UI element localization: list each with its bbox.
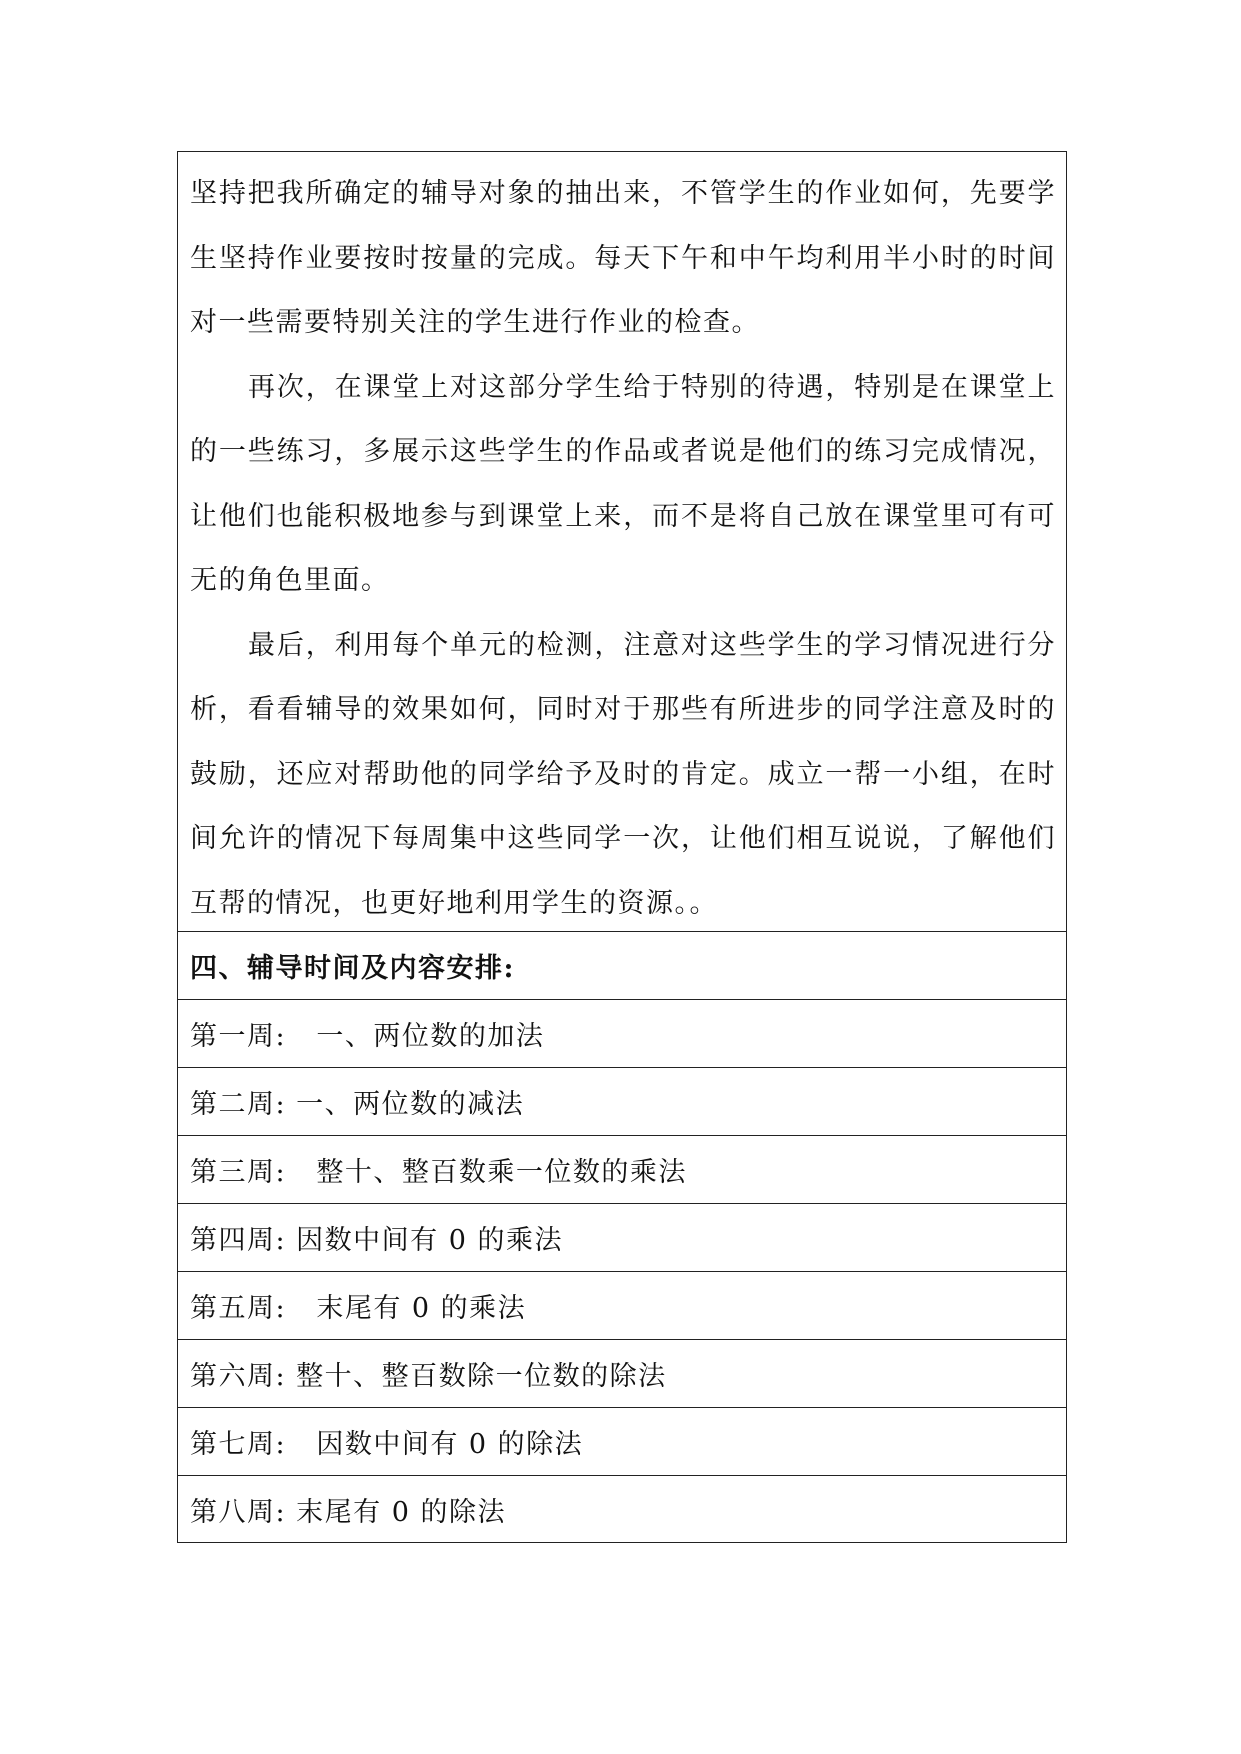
schedule-row-week-4: 第四周: 因数中间有 0 的乘法 <box>178 1204 1066 1272</box>
schedule-row-week-6: 第六周: 整十、整百数除一位数的除法 <box>178 1340 1066 1408</box>
schedule-row-week-5: 第五周: 末尾有 0 的乘法 <box>178 1272 1066 1340</box>
schedule-row-week-7: 第七周: 因数中间有 0 的除法 <box>178 1408 1066 1476</box>
paragraph-3: 最后，利用每个单元的检测，注意对这些学生的学习情况进行分析，看看辅导的效果如何，同时对于那些有所进步的同学注意及时的鼓励，还应对帮助他的同学给予及时的肯定。成立一帮一小组，在时间允许的情况下每周集中这些同学一次，让他们相互说说，了解他们互帮的情况，也更好地利用学生的资源。。 <box>190 629 1056 919</box>
text-cell <box>178 152 1066 932</box>
section-heading: 四、辅导时间及内容安排: <box>178 932 1066 1000</box>
schedule-row-week-3: 第三周: 整十、整百数乘一位数的乘法 <box>178 1136 1066 1204</box>
paragraph-1: 坚持把我所确定的辅导对象的抽出来，不管学生的作业如何，先要学生坚持作业要按时按量的完成。每天下午和中午均利用半小时的时间对一些需要特别关注的学生进行作业的检查。 <box>190 178 1056 338</box>
paragraph-2: 再次，在课堂上对这部分学生给于特别的待遇，特别是在课堂上的一些练习，多展示这些学生的作品或者说是他们的练习完成情况，让他们也能积极地参与到课堂上来，而不是将自己放在课堂里可有可无的角色里面。 <box>190 371 1056 596</box>
document-table <box>177 151 1067 1543</box>
schedule-row-week-2: 第二周: 一、两位数的减法 <box>178 1068 1066 1136</box>
schedule-row-week-1: 第一周: 一、两位数的加法 <box>178 1000 1066 1068</box>
schedule-row-week-8: 第八周: 末尾有 0 的除法 <box>190 1496 507 1528</box>
